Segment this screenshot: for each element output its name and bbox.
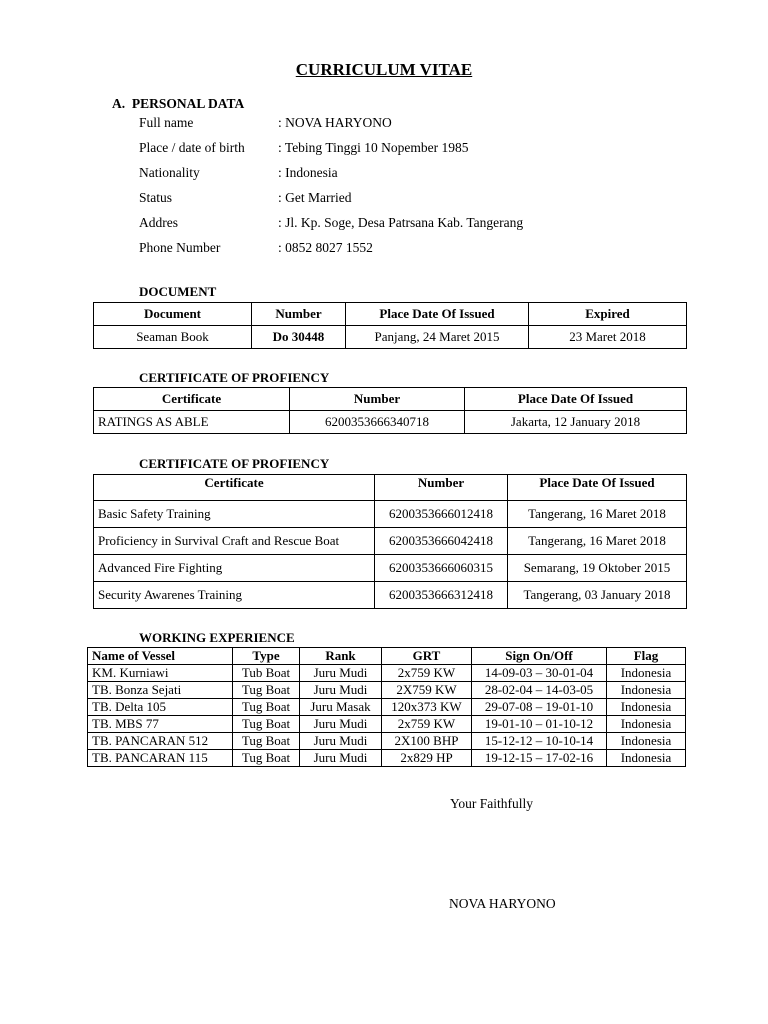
table-cell: 6200353666340718 (290, 411, 465, 434)
table-cell: Tangerang, 16 Maret 2018 (508, 501, 687, 528)
table-cell: Proficiency in Survival Craft and Rescue Boat (94, 528, 375, 555)
table-row (94, 555, 687, 582)
column-header: Type (233, 648, 300, 665)
certificate-table-1 (93, 387, 687, 434)
column-header: Certificate (94, 475, 375, 501)
personal-row-nationality (139, 165, 739, 185)
personal-value: : 0852 8027 1552 (278, 240, 373, 256)
table-row (88, 682, 686, 699)
personal-label: Phone Number (139, 240, 221, 255)
table-cell: 2X759 KW (382, 682, 472, 699)
table-row (88, 733, 686, 750)
table-cell: Seaman Book (94, 326, 252, 349)
table-row (88, 699, 686, 716)
personal-row-full-name (139, 115, 739, 135)
table-cell: Tangerang, 16 Maret 2018 (508, 528, 687, 555)
table-cell: Do 30448 (252, 326, 346, 349)
table-cell: Indonesia (607, 733, 686, 750)
table-cell: Tug Boat (233, 750, 300, 767)
table-cell: Basic Safety Training (94, 501, 375, 528)
document-table (93, 302, 687, 349)
personal-row-birth (139, 140, 739, 160)
table-cell: Indonesia (607, 665, 686, 682)
personal-row-address (139, 215, 739, 235)
table-cell: Indonesia (607, 699, 686, 716)
table-cell: Panjang, 24 Maret 2015 (346, 326, 529, 349)
certificate-table-2 (93, 474, 687, 609)
table-row (88, 750, 686, 767)
table-cell: 29-07-08 – 19-01-10 (472, 699, 607, 716)
table-cell: 6200353666060315 (375, 555, 508, 582)
table-cell: Juru Mudi (300, 716, 382, 733)
table-cell: Juru Masak (300, 699, 382, 716)
table-cell: 14-09-03 – 30-01-04 (472, 665, 607, 682)
column-header: Sign On/Off (472, 648, 607, 665)
personal-label: Place / date of birth (139, 140, 245, 155)
column-header: Place Date Of Issued (346, 303, 529, 326)
table-cell: TB. Bonza Sejati (88, 682, 233, 699)
table-cell: Tug Boat (233, 682, 300, 699)
table-cell: 19-12-15 – 17-02-16 (472, 750, 607, 767)
table-row (94, 528, 687, 555)
table-row (94, 326, 687, 349)
table-cell: TB. PANCARAN 512 (88, 733, 233, 750)
column-header: Name of Vessel (88, 648, 233, 665)
personal-value: : Jl. Kp. Soge, Desa Patrsana Kab. Tangerang (278, 215, 523, 231)
table-cell: TB. Delta 105 (88, 699, 233, 716)
table-cell: Juru Mudi (300, 665, 382, 682)
table-cell: Indonesia (607, 682, 686, 699)
cop2-heading: CERTIFICATE OF PROFIENCY (139, 456, 330, 471)
column-header: Place Date Of Issued (465, 388, 687, 411)
closing-text: Your Faithfully (450, 796, 534, 811)
signature-name: NOVA HARYONO (449, 896, 556, 911)
personal-row-phone (139, 240, 739, 260)
table-cell: 6200353666312418 (375, 582, 508, 609)
table-cell: Indonesia (607, 750, 686, 767)
table-row (94, 501, 687, 528)
table-header-row (94, 303, 687, 326)
table-cell: Juru Mudi (300, 733, 382, 750)
table-cell: 15-12-12 – 10-10-14 (472, 733, 607, 750)
table-cell: RATINGS AS ABLE (94, 411, 290, 434)
table-cell: 6200353666012418 (375, 501, 508, 528)
table-row (94, 411, 687, 434)
work-heading: WORKING EXPERIENCE (139, 630, 295, 645)
table-row (88, 716, 686, 733)
column-header: Document (94, 303, 252, 326)
column-header: Number (375, 475, 508, 501)
table-header-row (94, 388, 687, 411)
table-cell: Indonesia (607, 716, 686, 733)
personal-label: Nationality (139, 165, 200, 180)
table-cell: Tug Boat (233, 716, 300, 733)
table-cell: Jakarta, 12 January 2018 (465, 411, 687, 434)
cop1-heading: CERTIFICATE OF PROFIENCY (139, 370, 330, 385)
personal-value: : NOVA HARYONO (278, 115, 392, 131)
personal-label: Full name (139, 115, 194, 130)
table-cell: 2X100 BHP (382, 733, 472, 750)
personal-data-heading: A. PERSONAL DATA (112, 96, 245, 111)
personal-label: Status (139, 190, 173, 205)
column-header: Number (252, 303, 346, 326)
table-header-row (88, 648, 686, 665)
page-title: CURRICULUM VITAE (295, 60, 473, 79)
table-cell: 2x759 KW (382, 716, 472, 733)
personal-row-status (139, 190, 739, 210)
column-header: Certificate (94, 388, 290, 411)
personal-label: Addres (139, 215, 178, 230)
table-cell: Tub Boat (233, 665, 300, 682)
table-cell: 2x759 KW (382, 665, 472, 682)
table-cell: Tangerang, 03 January 2018 (508, 582, 687, 609)
table-row (88, 665, 686, 682)
table-cell: 2x829 HP (382, 750, 472, 767)
table-row (94, 582, 687, 609)
table-cell: Advanced Fire Fighting (94, 555, 375, 582)
personal-value: : Tebing Tinggi 10 Nopember 1985 (278, 140, 468, 156)
table-cell: Juru Mudi (300, 750, 382, 767)
document-heading: DOCUMENT (139, 284, 217, 299)
personal-value: : Get Married (278, 190, 352, 206)
table-cell: 6200353666042418 (375, 528, 508, 555)
table-cell: TB. PANCARAN 115 (88, 750, 233, 767)
table-cell: 23 Maret 2018 (529, 326, 687, 349)
column-header: Flag (607, 648, 686, 665)
table-cell: Tug Boat (233, 733, 300, 750)
table-cell: Semarang, 19 Oktober 2015 (508, 555, 687, 582)
table-cell: Juru Mudi (300, 682, 382, 699)
table-cell: 120x373 KW (382, 699, 472, 716)
table-header-row (94, 475, 687, 501)
column-header: Expired (529, 303, 687, 326)
column-header: GRT (382, 648, 472, 665)
work-experience-table (87, 647, 686, 767)
column-header: Number (290, 388, 465, 411)
table-cell: 28-02-04 – 14-03-05 (472, 682, 607, 699)
table-cell: Tug Boat (233, 699, 300, 716)
column-header: Place Date Of Issued (508, 475, 687, 501)
table-cell: 19-01-10 – 01-10-12 (472, 716, 607, 733)
table-cell: TB. MBS 77 (88, 716, 233, 733)
personal-value: : Indonesia (278, 165, 338, 181)
column-header: Rank (300, 648, 382, 665)
table-cell: KM. Kurniawi (88, 665, 233, 682)
table-cell: Security Awarenes Training (94, 582, 375, 609)
